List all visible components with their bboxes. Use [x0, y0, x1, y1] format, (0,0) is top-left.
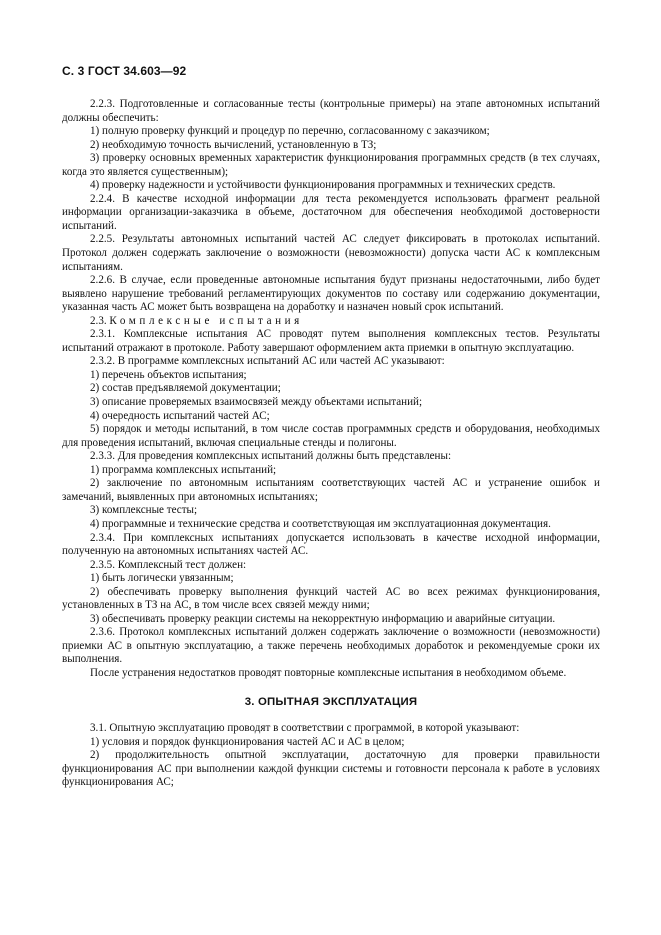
paragraph-3-1: 3.1. Опытную эксплуатацию проводят в соответствии с программой, в которой указывают: — [90, 722, 520, 735]
list-item: 1) полную проверку функций и процедур по перечню, согласованному с заказчиком; — [90, 125, 490, 138]
list-item: 1) перечень объектов испытания; — [90, 368, 247, 381]
paragraph-2-2-6: 2.2.6. В случае, если проведенные автономные испытания будут признаны недостаточными, либо будет выявлено нарушение требований регламентирующих документов по составу или содержанию документации, указанная часть АС может быть возвращена на доработку и назначен новый срок испытаний. — [62, 274, 600, 314]
paragraph-2-3-3: 2.3.3. Для проведения комплексных испытаний должны быть представлены: — [90, 450, 452, 463]
paragraph-2-3-6: 2.3.6. Протокол комплексных испытаний должен содержать заключение о возможности (невозможности) приемки АС в опытную эксплуатацию, а также перечень необходимых доработок и рекомендуемые сроки их выполнения. — [62, 626, 600, 666]
list-item: 4) проверку надежности и устойчивости функционирования программных и технических средств. — [90, 179, 556, 192]
list-item: 4) программные и технические средства и соответствующая им эксплуатационная документация. — [90, 517, 551, 530]
paragraph-2-2-4: 2.2.4. В качестве исходной информации для теста рекомендуется использовать фрагмент реальной информации организации-заказчика в объеме, достаточном для обеспечения необходимой достоверности испытаний. — [62, 192, 600, 232]
document-body — [62, 98, 600, 790]
subsection-title: Комплексные испытания — [109, 314, 303, 327]
list-item: 2) состав предъявляемой документации; — [90, 382, 281, 395]
list-item: 3) описание проверяемых взаимосвязей между объектами испытаний; — [90, 396, 423, 409]
paragraph-2-3-4: 2.3.4. При комплексных испытаниях допускается использовать в качестве исходной информации, полученную на автономных испытаниях частей АС. — [62, 531, 600, 558]
list-item: 5) порядок и методы испытаний, в том числе состав программных средств и оборудования, необходимых для проведения испытаний, включая специальные стенды и полигоны. — [62, 423, 600, 449]
list-item: 3) обеспечивать проверку реакции системы на некорректную информацию и аварийные ситуации. — [90, 612, 556, 625]
paragraph-closing: После устранения недостатков проводят повторные комплексные испытания в необходимом объеме. — [90, 666, 567, 679]
list-item: 2) заключение по автономным испытаниям соответствующих частей АС и устранение ошибок и замечаний, выявленных при автономных испытаниях; — [62, 477, 600, 503]
list-item: 3) проверку основных временных характеристик функционирования программных средств (в тех случаях, когда это является существенным); — [62, 152, 600, 178]
section-heading: 3. ОПЫТНАЯ ЭКСПЛУАТАЦИЯ — [244, 695, 418, 708]
list-item: 2) продолжительность опытной эксплуатации, достаточную для проверки правильности функционирования АС при выполнении каждой функции системы и готовности персонала к работе в условиях функционирования АС; — [62, 749, 600, 789]
paragraph-2-3-2: 2.3.2. В программе комплексных испытаний АС или частей АС указывают: — [90, 355, 445, 368]
list-item: 1) условия и порядок функционирования частей АС и АС в целом; — [90, 735, 405, 748]
paragraph-2-2-5: 2.2.5. Результаты автономных испытаний частей АС следует фиксировать в протоколах испытаний. Протокол должен содержать заключение о возможности (невозможности) допуска части АС к комплексным испытаниям. — [62, 233, 600, 273]
paragraph-2-3-1: 2.3.1. Комплексные испытания АС проводят путем выполнения комплексных тестов. Результаты испытаний отражают в протоколе. Работу завершают оформлением акта приемки в опытную эксплуатацию. — [62, 328, 600, 354]
list-item: 1) быть логически увязанным; — [90, 572, 234, 585]
running-head: С. 3 ГОСТ 34.603—92 — [62, 64, 187, 78]
paragraph-2-3-5: 2.3.5. Комплексный тест должен: — [90, 558, 247, 571]
list-item: 2) обеспечивать проверку выполнения функций частей АС во всех режимах функционирования, установленных в ТЗ на АС, в том числе всех связей между ними; — [62, 585, 600, 612]
list-item: 1) программа комплексных испытаний; — [90, 463, 277, 476]
list-item: 2) необходимую точность вычислений, установленную в ТЗ; — [90, 138, 377, 151]
subsection-number: 2.3. — [90, 314, 107, 327]
paragraph-2-2-3: 2.2.3. Подготовленные и согласованные тесты (контрольные примеры) на этапе автономных испытаний должны обеспечить: — [62, 98, 600, 124]
subsection-heading — [62, 315, 600, 329]
list-item: 3) комплексные тесты; — [90, 504, 198, 517]
list-item: 4) очередность испытаний частей АС; — [90, 409, 270, 422]
